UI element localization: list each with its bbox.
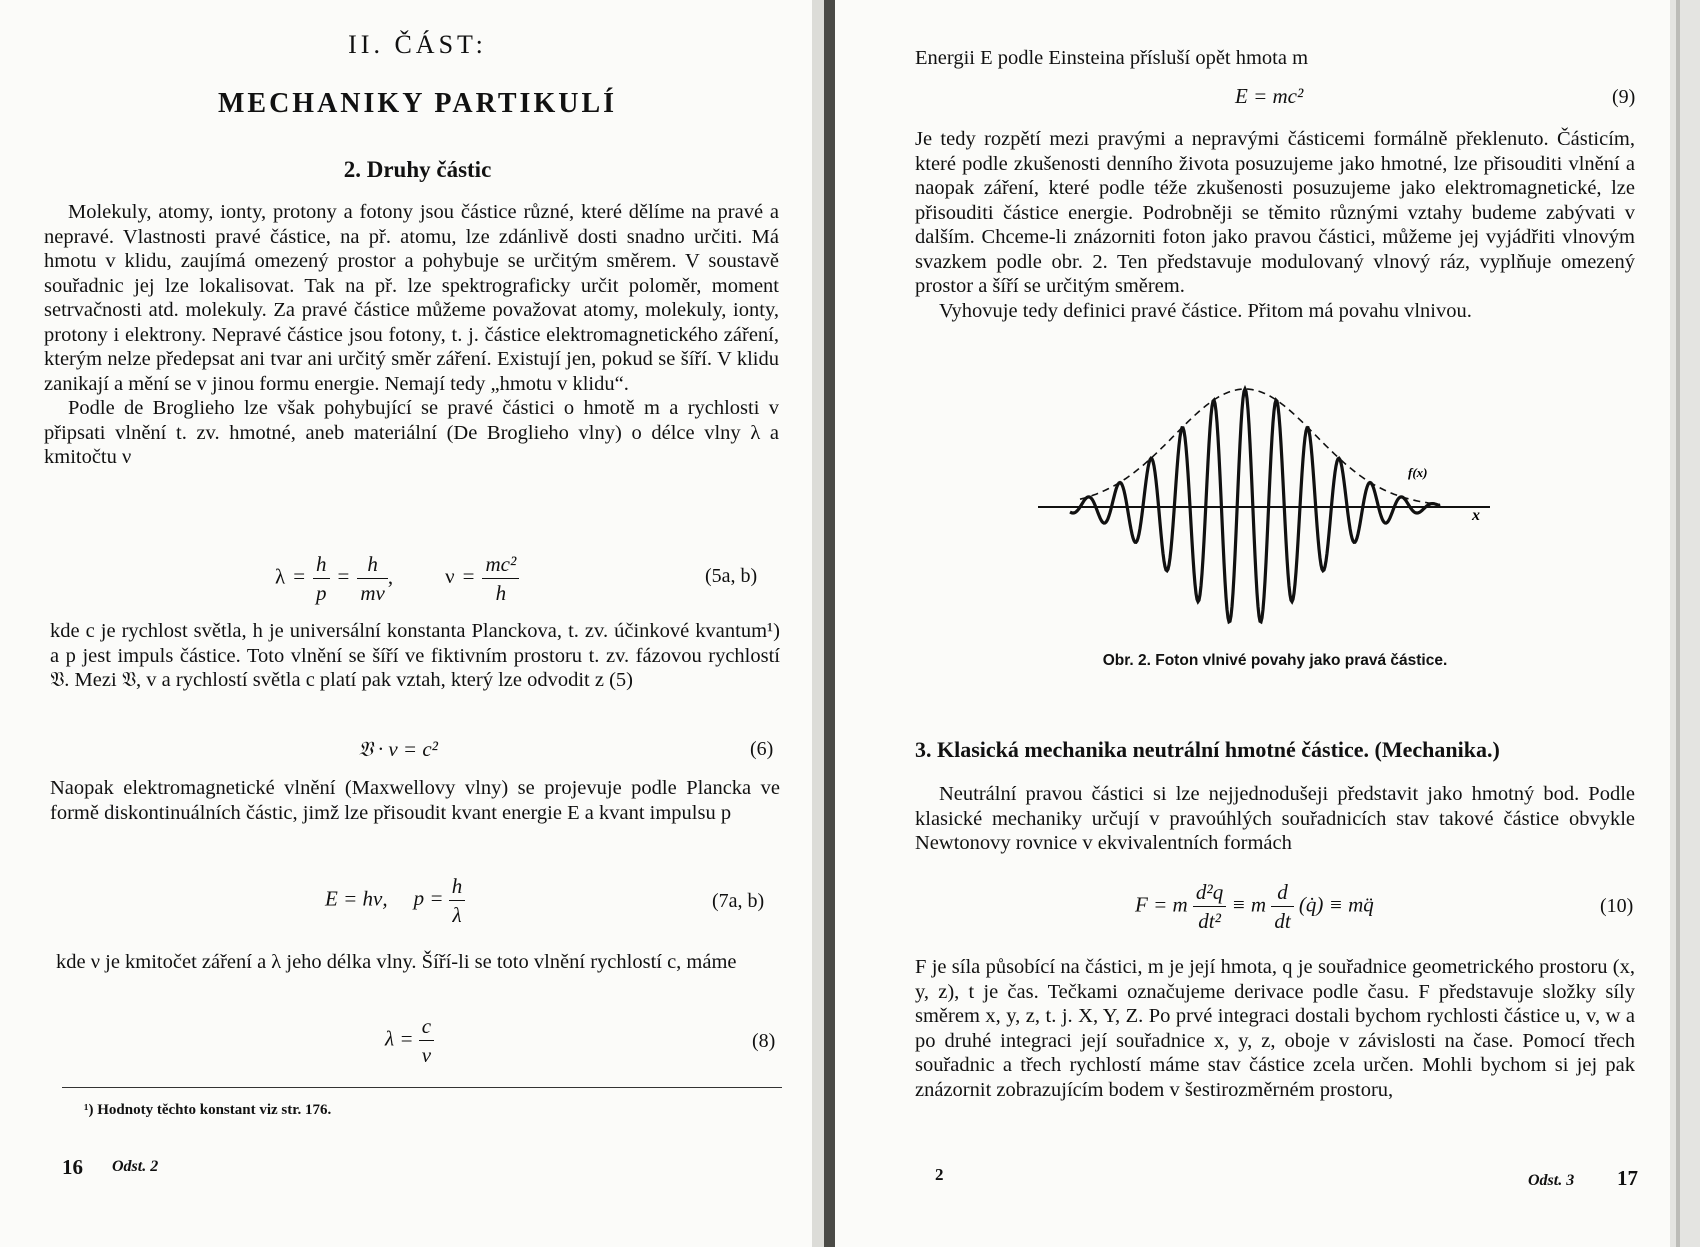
figure-caption: Obr. 2. Foton vlnivé povahy jako pravá částice. — [1102, 652, 1448, 669]
numerator: h — [449, 872, 466, 901]
eq-comma: , — [387, 564, 394, 589]
denominator: mv — [360, 581, 385, 605]
text-block-4 — [56, 950, 780, 975]
fraction — [1271, 878, 1293, 935]
paragraph: kde ν je kmitočet záření a λ jeho délka vlny. Šíří-li se toto vlnění rychlostí c, máme — [56, 951, 737, 973]
equation-8 — [385, 1012, 434, 1069]
page-edge-line — [1676, 0, 1680, 1247]
numerator: c — [419, 1012, 434, 1041]
fraction — [449, 872, 466, 929]
paragraph: Podle de Broglieho lze však pohybující se pravé částici o hmotě m a rychlosti v připsati vlnění t. zv. hmotné, aneb materiální (De Broglieho vlny) o délce vlny λ a kmitočtu ν — [44, 397, 779, 468]
wave-curve — [1070, 389, 1440, 622]
paragraph: Molekuly, atomy, ionty, protony a fotony jsou částice různé, které dělíme na pravé a nepravé. Vlastnosti pravé částice, na př. atomu, lze zdánlivě dosti snadno určiti. Má hmotu v klidu, zaujímá omezený prostor a pohybuje se určitým směrem. V soustavě souřadnic jej lze lokalisovat. Tak na př. lze spektrograficky určit poloměr, moment setrvačnosti atd. molekuly. Za pravé částice můžeme považovat atomy, molekuly, ionty, protony i elektrony. Nepravé částice jsou fotony, t. j. částice elektromagnetického záření, kterým nelze předepsat ani tvar ani určitý směr záření. Existují jen, pokud se šíří. V klidu zanikají a mění se v jinou formu energie. Nemají tedy „hmotu v klidu“. — [44, 201, 779, 395]
page-edge-shade — [1670, 0, 1700, 1247]
denominator: dt² — [1198, 909, 1221, 933]
numerator: d²q — [1193, 878, 1226, 907]
eq-symbol: ν — [445, 564, 455, 589]
right-page — [835, 0, 1700, 1247]
eq-expression: λ = — [385, 1026, 414, 1051]
text-block-5 — [915, 127, 1635, 323]
equation-number: (5a, b) — [705, 565, 758, 587]
eq-expression: F = m — [1135, 892, 1188, 917]
paragraph: Vyhovuje tedy definici pravé částice. Přitom má povahu vlnivou. — [939, 299, 1472, 322]
denominator: λ — [452, 903, 462, 927]
equation-6: 𝔙 · v = c² — [358, 737, 438, 761]
eq-operator: = — [462, 564, 475, 589]
x-label: x — [1472, 507, 1480, 524]
denominator: p — [316, 581, 327, 605]
text-block-7 — [915, 955, 1635, 1102]
equation-number: (8) — [752, 1030, 776, 1052]
text-block-2 — [50, 619, 780, 693]
paragraph: Je tedy rozpětí mezi pravými a nepravými částicemi formálně překlenuto. Částicím, které podle zkušenosti denního života posuzujeme jako hmotné, lze přisouditi vlnění a naopak záření, které podle téže zkušenosti posuzujeme jako elektromagnetické, lze přisouditi částice energie. Podrobněji se těmito různými vztahy budeme zabývati v dalším. Chceme-li znázorniti foton jako pravou částici, můžeme jej vyjádřiti vlnovým svazkem podle obr. 2. Ten představuje modulovaný vlnový ráz, vyplňuje omezený prostor a šíří se určitým směrem. — [915, 128, 1635, 297]
f-label: f(x) — [1408, 465, 1428, 480]
text-block-3 — [50, 776, 780, 825]
fraction — [419, 1012, 434, 1069]
section-heading: 2. Druhy částic — [343, 157, 492, 182]
paragraph: Neutrální pravou částici si lze nejjednodušeji představit jako hmotný bod. Podle klasické mechaniky určují v pravoúhlých souřadnicích stav takové částice obvykle Newtonovy rovnice v ekvivalentních formách — [915, 783, 1635, 854]
equation-10 — [1135, 878, 1374, 935]
footnote: ¹) Hodnoty těchto konstant viz str. 176. — [84, 1102, 332, 1118]
text-line: Energii E podle Einsteina přísluší opět hmota m — [915, 47, 1309, 69]
section-heading: 3. Klasická mechanika neutrální hmotné částice. (Mechanika.) — [915, 737, 1500, 762]
chapter-title: MECHANIKY PARTIKULÍ — [217, 88, 618, 119]
footnote-rule — [62, 1087, 782, 1088]
fraction — [313, 550, 330, 607]
equation-number: (6) — [750, 738, 774, 760]
denominator: h — [495, 581, 507, 605]
fraction — [357, 550, 388, 607]
equation-number: (10) — [1600, 895, 1634, 917]
eq-expression: E = hν, — [325, 886, 388, 911]
page-number: 17 — [1617, 1166, 1638, 1190]
numerator: h — [313, 550, 330, 579]
denominator: ν — [421, 1043, 432, 1067]
eq-operator: = — [293, 564, 306, 589]
paragraph: Naopak elektromagnetické vlnění (Maxwellovy vlny) se projevuje podle Plancka ve formě diskontinuálních částic, jimž lze přisoudit kvant energie E a kvant impulsu p — [50, 777, 780, 824]
equation-number: (7a, b) — [712, 890, 765, 912]
eq-symbol: λ — [275, 564, 286, 589]
part-heading: II. ČÁST: — [348, 30, 487, 59]
eq-expression: (q̇) ≡ mq̈ — [1298, 892, 1374, 917]
wave-packet-figure — [1030, 375, 1500, 645]
page-number: 16 — [62, 1155, 83, 1179]
fraction — [482, 550, 519, 607]
numerator: h — [357, 550, 388, 579]
paragraph: F je síla působící na částici, m je její hmota, q je souřadnice geometrického prostoru (x, y, z), t je čas. Tečkami označujeme derivace podle času. F představuje složky síly směrem x, y, z, t. j. X, Y, Z. Po prvé integraci dostali bychom rychlosti částice u, v, w a po druhé integraci její souřadnice x, y, z, oboje v závislosti na čase. Pomocí třech souřadnic a třech rychlostí máme stav částice zcela určen. Mohli bychom si jej pak znázornit zobrazujícím bodem v šestirozměrném prostoru, — [915, 956, 1635, 1101]
text-block-6 — [915, 782, 1635, 856]
equation-5 — [275, 550, 519, 607]
numerator: mc² — [482, 550, 519, 579]
eq-expression: p = — [413, 886, 444, 911]
eq-operator: = — [337, 564, 350, 589]
running-footer: Odst. 2 — [112, 1158, 159, 1175]
eq-expression: ≡ m — [1231, 892, 1267, 917]
equation-9: E = mc² — [1235, 84, 1304, 108]
running-footer: Odst. 3 — [1528, 1172, 1575, 1189]
text-block-1 — [44, 200, 779, 470]
numerator: d — [1271, 878, 1293, 907]
equation-number: (9) — [1612, 86, 1636, 108]
paragraph: kde c je rychlost světla, h je universální konstanta Planckova, t. zv. účinkové kvantum¹) a p jest impuls částice. Toto vlnění se šíří ve fiktivním prostoru t. zv. fázovou rychlostí 𝔙. Mezi 𝔙, v a rychlostí světla c platí pak vztah, který lze odvodit z (5) — [50, 620, 780, 691]
envelope-curve — [1080, 389, 1440, 504]
denominator: dt — [1274, 909, 1291, 933]
fraction — [1193, 878, 1226, 935]
left-page — [0, 0, 835, 1247]
signature-mark: 2 — [935, 1165, 944, 1184]
equation-7 — [325, 872, 465, 929]
